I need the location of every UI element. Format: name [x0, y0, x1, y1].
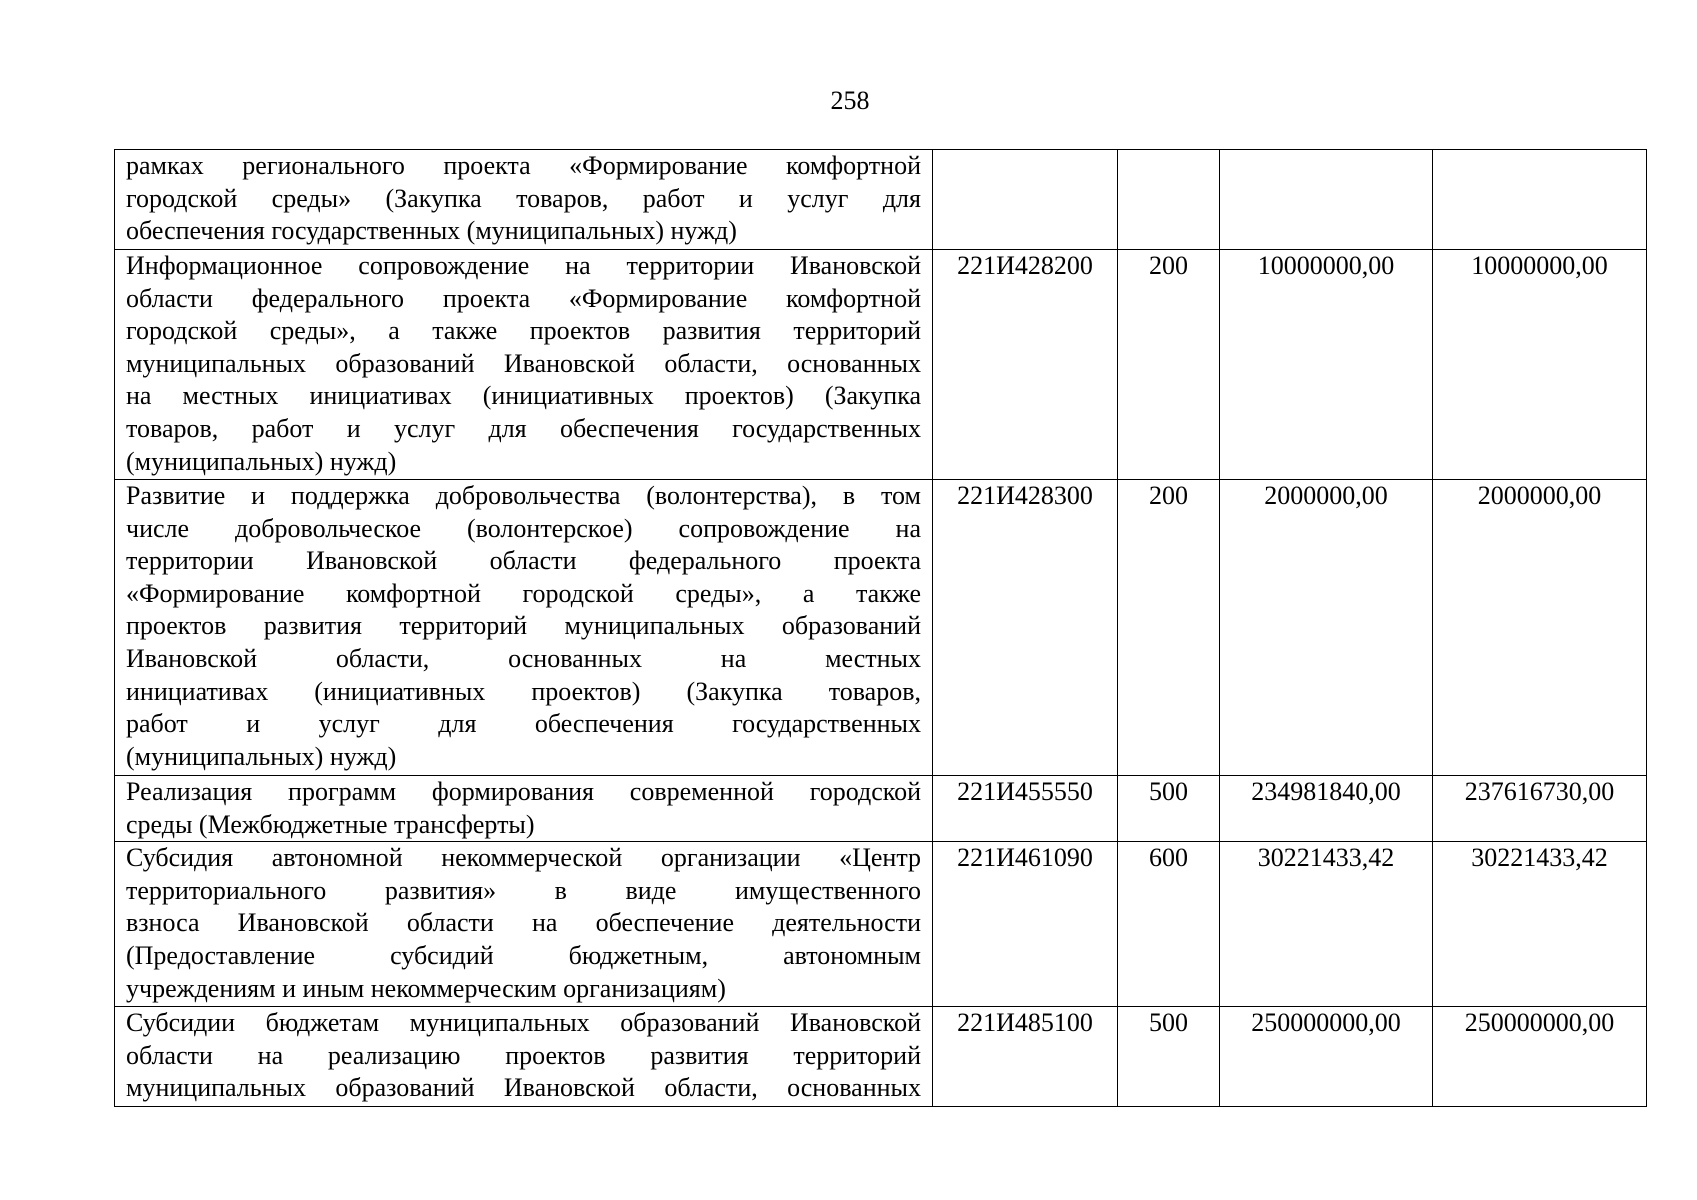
description-line: Субсидия автономной некоммерческой организации «Центр — [126, 843, 921, 873]
description-cell — [115, 842, 933, 1007]
sum-year-1-cell: 234981840,00 — [1220, 776, 1433, 842]
table-row — [115, 776, 1647, 842]
description-line: области на реализацию проектов развития территорий — [126, 1040, 921, 1070]
sum-year-1-cell: 250000000,00 — [1220, 1007, 1433, 1107]
description-line: Субсидии бюджетам муниципальных образований Ивановской — [126, 1008, 921, 1038]
expense-type-cell: 600 — [1118, 842, 1220, 1007]
description-line: среды (Межбюджетные трансферты) — [126, 809, 535, 839]
sum-year-2-cell — [1433, 150, 1647, 250]
budget-table — [114, 149, 1647, 1107]
description-line: обеспечения государственных (муниципальных) нужд) — [126, 216, 737, 246]
description-cell — [115, 1007, 933, 1107]
description-line: работ и услуг для обеспечения государственных — [126, 709, 921, 739]
description-line: «Формирование комфортной городской среды», а также — [126, 578, 921, 608]
code-cell: 221И428200 — [933, 250, 1118, 480]
description-line: (муниципальных) нужд) — [126, 741, 397, 771]
description-line: (муниципальных) нужд) — [126, 446, 397, 476]
description-line: проектов развития территорий муниципальных образований — [126, 611, 921, 641]
expense-type-cell: 500 — [1118, 776, 1220, 842]
sum-year-2-cell: 10000000,00 — [1433, 250, 1647, 480]
sum-year-2-cell: 237616730,00 — [1433, 776, 1647, 842]
sum-year-2-cell: 2000000,00 — [1433, 480, 1647, 776]
page-number: 258 — [830, 86, 870, 115]
expense-type-cell: 200 — [1118, 480, 1220, 776]
description-line: Информационное сопровождение на территории Ивановской — [126, 251, 921, 280]
table-row — [115, 250, 1647, 480]
code-cell: 221И461090 — [933, 842, 1118, 1007]
sum-year-1-cell: 10000000,00 — [1220, 250, 1433, 480]
description-line: рамках регионального проекта «Формирование комфортной — [126, 151, 921, 180]
description-line: на местных инициативах (инициативных проектов) (Закупка — [126, 381, 921, 411]
table-row — [115, 842, 1647, 1007]
description-line: товаров, работ и услуг для обеспечения государственных — [126, 413, 921, 443]
table-row — [115, 480, 1647, 776]
description-line: городской среды» (Закупка товаров, работ и услуг для — [126, 183, 921, 213]
description-line: области федерального проекта «Формирование комфортной — [126, 283, 921, 313]
description-line: муниципальных образований Ивановской области, основанных — [126, 348, 921, 378]
expense-type-cell: 500 — [1118, 1007, 1220, 1107]
description-cell — [115, 480, 933, 776]
description-line: территории Ивановской области федерального проекта — [126, 546, 921, 576]
expense-type-cell — [1118, 150, 1220, 250]
description-line: территориального развития» в виде имущественного — [126, 875, 921, 905]
sum-year-1-cell: 30221433,42 — [1220, 842, 1433, 1007]
description-line: учреждениям и иным некоммерческим организациям) — [126, 973, 726, 1003]
description-line: муниципальных образований Ивановской области, основанных — [126, 1073, 921, 1103]
sum-year-1-cell: 2000000,00 — [1220, 480, 1433, 776]
description-line: Реализация программ формирования современной городской — [126, 777, 921, 806]
description-cell — [115, 250, 933, 480]
table-row — [115, 150, 1647, 250]
code-cell: 221И428300 — [933, 480, 1118, 776]
sum-year-2-cell: 250000000,00 — [1433, 1007, 1647, 1107]
code-cell — [933, 150, 1118, 250]
code-cell: 221И455550 — [933, 776, 1118, 842]
table-row — [115, 1007, 1647, 1107]
budget-table-body — [115, 150, 1647, 1107]
description-line: числе добровольческое (волонтерское) сопровождение на — [126, 513, 921, 543]
description-line: взноса Ивановской области на обеспечение деятельности — [126, 908, 921, 938]
description-line: (Предоставление субсидий бюджетным, автономным — [126, 940, 921, 970]
sum-year-1-cell — [1220, 150, 1433, 250]
description-line: городской среды», а также проектов развития территорий — [126, 316, 921, 346]
expense-type-cell: 200 — [1118, 250, 1220, 480]
description-cell — [115, 776, 933, 842]
description-line: Развитие и поддержка добровольчества (волонтерства), в том — [126, 481, 921, 510]
sum-year-2-cell: 30221433,42 — [1433, 842, 1647, 1007]
description-line: Ивановской области, основанных на местных — [126, 643, 921, 673]
code-cell: 221И485100 — [933, 1007, 1118, 1107]
description-cell — [115, 150, 933, 250]
description-line: инициативах (инициативных проектов) (Закупка товаров, — [126, 676, 921, 706]
